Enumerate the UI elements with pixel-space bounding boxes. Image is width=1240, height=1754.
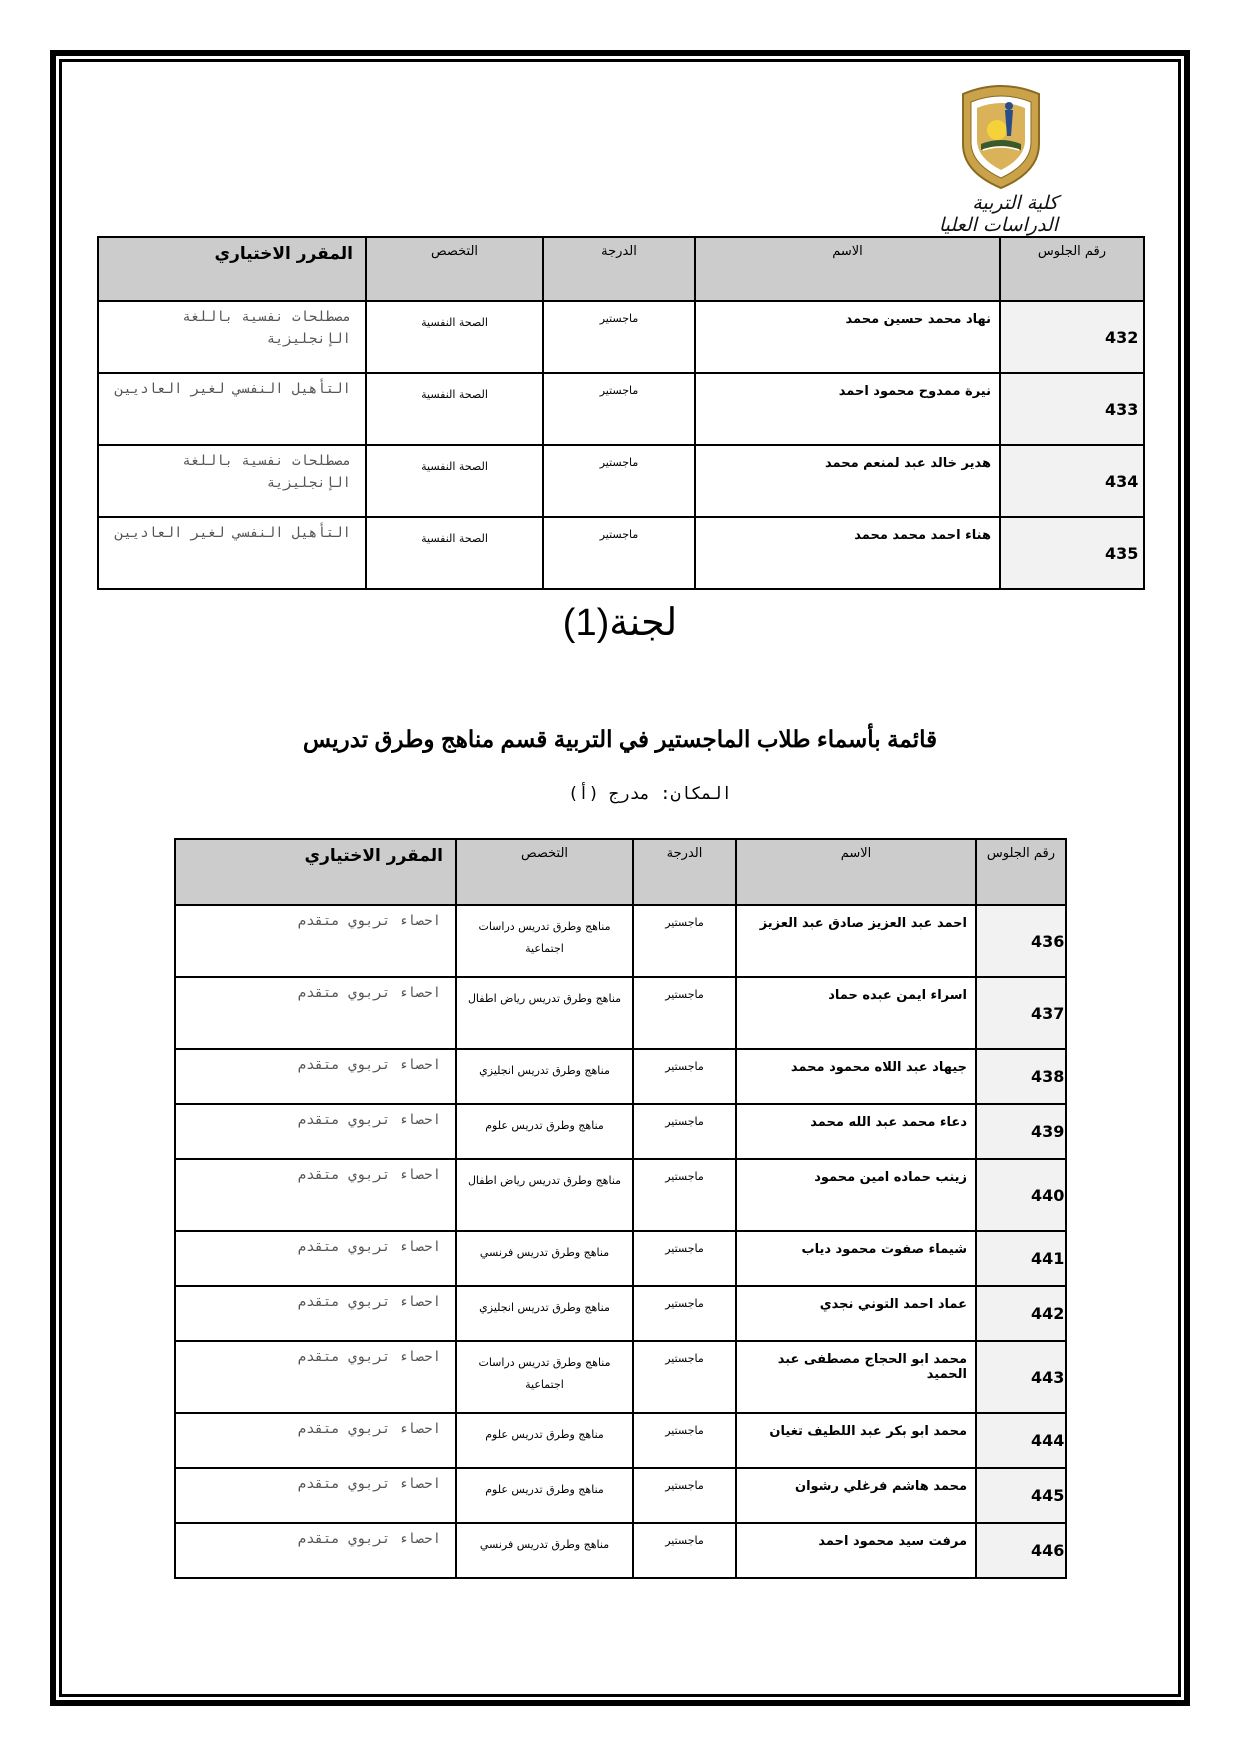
specialization-cell: الصحة النفسية xyxy=(366,373,543,445)
column-header-specialization: التخصص xyxy=(456,839,633,905)
specialization-cell: مناهج وطرق تدريس فرنسي xyxy=(456,1231,633,1286)
degree-cell: ماجستير xyxy=(633,1049,736,1104)
name-cell: جيهاد عبد اللاه محمود محمد xyxy=(736,1049,976,1104)
name-cell: عماد احمد التوني نجدي xyxy=(736,1286,976,1341)
column-header-seat: رقم الجلوس xyxy=(1000,237,1144,301)
table-row xyxy=(98,445,1144,517)
table-row xyxy=(98,517,1144,589)
degree-cell: ماجستير xyxy=(633,1468,736,1523)
elective-cell: احصاء تربوي متقدم xyxy=(175,1286,456,1341)
specialization-cell: مناهج وطرق تدريس دراسات اجتماعية xyxy=(456,905,633,977)
seat-cell: 432 xyxy=(1000,301,1144,373)
column-header-degree: الدرجة xyxy=(633,839,736,905)
name-cell: محمد هاشم فرغلي رشوان xyxy=(736,1468,976,1523)
seat-cell: 438 xyxy=(976,1049,1066,1104)
table-row xyxy=(98,373,1144,445)
table-row xyxy=(175,1159,1066,1231)
table-row xyxy=(175,905,1066,977)
elective-cell: احصاء تربوي متقدم xyxy=(175,1159,456,1231)
seat-cell: 436 xyxy=(976,905,1066,977)
name-cell: محمد ابو بكر عبد اللطيف تغيان xyxy=(736,1413,976,1468)
elective-cell: احصاء تربوي متقدم xyxy=(175,1413,456,1468)
seat-cell: 444 xyxy=(976,1413,1066,1468)
table-row xyxy=(175,1341,1066,1413)
specialization-cell: مناهج وطرق تدريس علوم xyxy=(456,1104,633,1159)
students-table-committee-1 xyxy=(174,838,1067,1579)
table-row xyxy=(175,1104,1066,1159)
degree-cell: ماجستير xyxy=(633,1159,736,1231)
list-title: قائمة بأسماء طلاب الماجستير في التربية قسم مناهج وطرق تدريس xyxy=(302,726,938,752)
location-label: المكان: مدرج (أ) xyxy=(568,784,732,804)
seat-cell: 439 xyxy=(976,1104,1066,1159)
seat-cell: 433 xyxy=(1000,373,1144,445)
name-cell: شيماء صفوت محمود دياب xyxy=(736,1231,976,1286)
column-header-name: الاسم xyxy=(736,839,976,905)
seat-cell: 445 xyxy=(976,1468,1066,1523)
seat-cell: 446 xyxy=(976,1523,1066,1578)
elective-cell: التأهيل النفسي لغير العاديين xyxy=(98,373,366,445)
table-row xyxy=(175,1413,1066,1468)
faculty-name: كلية التربية xyxy=(972,192,1058,214)
name-cell: هدير خالد عبد لمنعم محمد xyxy=(695,445,1000,517)
column-header-seat: رقم الجلوس xyxy=(976,839,1066,905)
students-table-previous xyxy=(97,236,1145,590)
seat-cell: 435 xyxy=(1000,517,1144,589)
elective-cell: مصطلحات نفسية باللغة الإنجليزية xyxy=(98,445,366,517)
elective-cell: احصاء تربوي متقدم xyxy=(175,1341,456,1413)
elective-cell: احصاء تربوي متقدم xyxy=(175,1468,456,1523)
table-row xyxy=(175,1231,1066,1286)
specialization-cell: الصحة النفسية xyxy=(366,517,543,589)
specialization-cell: مناهج وطرق تدريس رياض اطفال xyxy=(456,1159,633,1231)
name-cell: مرفت سيد محمود احمد xyxy=(736,1523,976,1578)
degree-cell: ماجستير xyxy=(633,1104,736,1159)
table-row xyxy=(175,1523,1066,1578)
name-cell: هناء احمد محمد محمد xyxy=(695,517,1000,589)
name-cell: نيرة ممدوح محمود احمد xyxy=(695,373,1000,445)
seat-cell: 443 xyxy=(976,1341,1066,1413)
elective-cell: احصاء تربوي متقدم xyxy=(175,1523,456,1578)
specialization-cell: مناهج وطرق تدريس فرنسي xyxy=(456,1523,633,1578)
degree-cell: ماجستير xyxy=(633,1523,736,1578)
column-header-name: الاسم xyxy=(695,237,1000,301)
elective-cell: احصاء تربوي متقدم xyxy=(175,1104,456,1159)
table-row xyxy=(175,1286,1066,1341)
degree-cell: ماجستير xyxy=(633,1341,736,1413)
elective-cell: التأهيل النفسي لغير العاديين xyxy=(98,517,366,589)
elective-cell: احصاء تربوي متقدم xyxy=(175,905,456,977)
specialization-cell: الصحة النفسية xyxy=(366,445,543,517)
seat-cell: 442 xyxy=(976,1286,1066,1341)
department-name: الدراسات العليا xyxy=(938,214,1058,236)
table-header-row xyxy=(175,839,1066,905)
column-header-specialization: التخصص xyxy=(366,237,543,301)
specialization-cell: مناهج وطرق تدريس رياض اطفال xyxy=(456,977,633,1049)
name-cell: اسراء ايمن عبده حماد xyxy=(736,977,976,1049)
degree-cell: ماجستير xyxy=(633,1413,736,1468)
faculty-heading xyxy=(939,192,1058,236)
committee-title: لجنة(1) xyxy=(562,602,678,644)
seat-cell: 440 xyxy=(976,1159,1066,1231)
degree-cell: ماجستير xyxy=(633,977,736,1049)
table-header-row xyxy=(98,237,1144,301)
table-row xyxy=(175,1468,1066,1523)
seat-cell: 441 xyxy=(976,1231,1066,1286)
degree-cell: ماجستير xyxy=(543,445,695,517)
name-cell: دعاء محمد عبد الله محمد xyxy=(736,1104,976,1159)
name-cell: محمد ابو الحجاج مصطفى عبد الحميد xyxy=(736,1341,976,1413)
specialization-cell: مناهج وطرق تدريس علوم xyxy=(456,1468,633,1523)
name-cell: زينب حماده امين محمود xyxy=(736,1159,976,1231)
elective-cell: احصاء تربوي متقدم xyxy=(175,977,456,1049)
specialization-cell: مناهج وطرق تدريس دراسات اجتماعية xyxy=(456,1341,633,1413)
column-header-degree: الدرجة xyxy=(543,237,695,301)
specialization-cell: مناهج وطرق تدريس انجليزي xyxy=(456,1049,633,1104)
degree-cell: ماجستير xyxy=(633,905,736,977)
degree-cell: ماجستير xyxy=(633,1231,736,1286)
seat-cell: 434 xyxy=(1000,445,1144,517)
name-cell: نهاد محمد حسين محمد xyxy=(695,301,1000,373)
name-cell: احمد عبد العزيز صادق عبد العزيز xyxy=(736,905,976,977)
table-row xyxy=(98,301,1144,373)
degree-cell: ماجستير xyxy=(543,301,695,373)
column-header-elective: المقرر الاختياري xyxy=(175,839,456,905)
specialization-cell: مناهج وطرق تدريس انجليزي xyxy=(456,1286,633,1341)
table-row xyxy=(175,977,1066,1049)
faculty-seal-logo-icon xyxy=(957,80,1045,190)
elective-cell: مصطلحات نفسية باللغة الإنجليزية xyxy=(98,301,366,373)
table-row xyxy=(175,1049,1066,1104)
elective-cell: احصاء تربوي متقدم xyxy=(175,1231,456,1286)
seat-cell: 437 xyxy=(976,977,1066,1049)
degree-cell: ماجستير xyxy=(543,517,695,589)
elective-cell: احصاء تربوي متقدم xyxy=(175,1049,456,1104)
degree-cell: ماجستير xyxy=(543,373,695,445)
column-header-elective: المقرر الاختياري xyxy=(98,237,366,301)
degree-cell: ماجستير xyxy=(633,1286,736,1341)
specialization-cell: مناهج وطرق تدريس علوم xyxy=(456,1413,633,1468)
specialization-cell: الصحة النفسية xyxy=(366,301,543,373)
